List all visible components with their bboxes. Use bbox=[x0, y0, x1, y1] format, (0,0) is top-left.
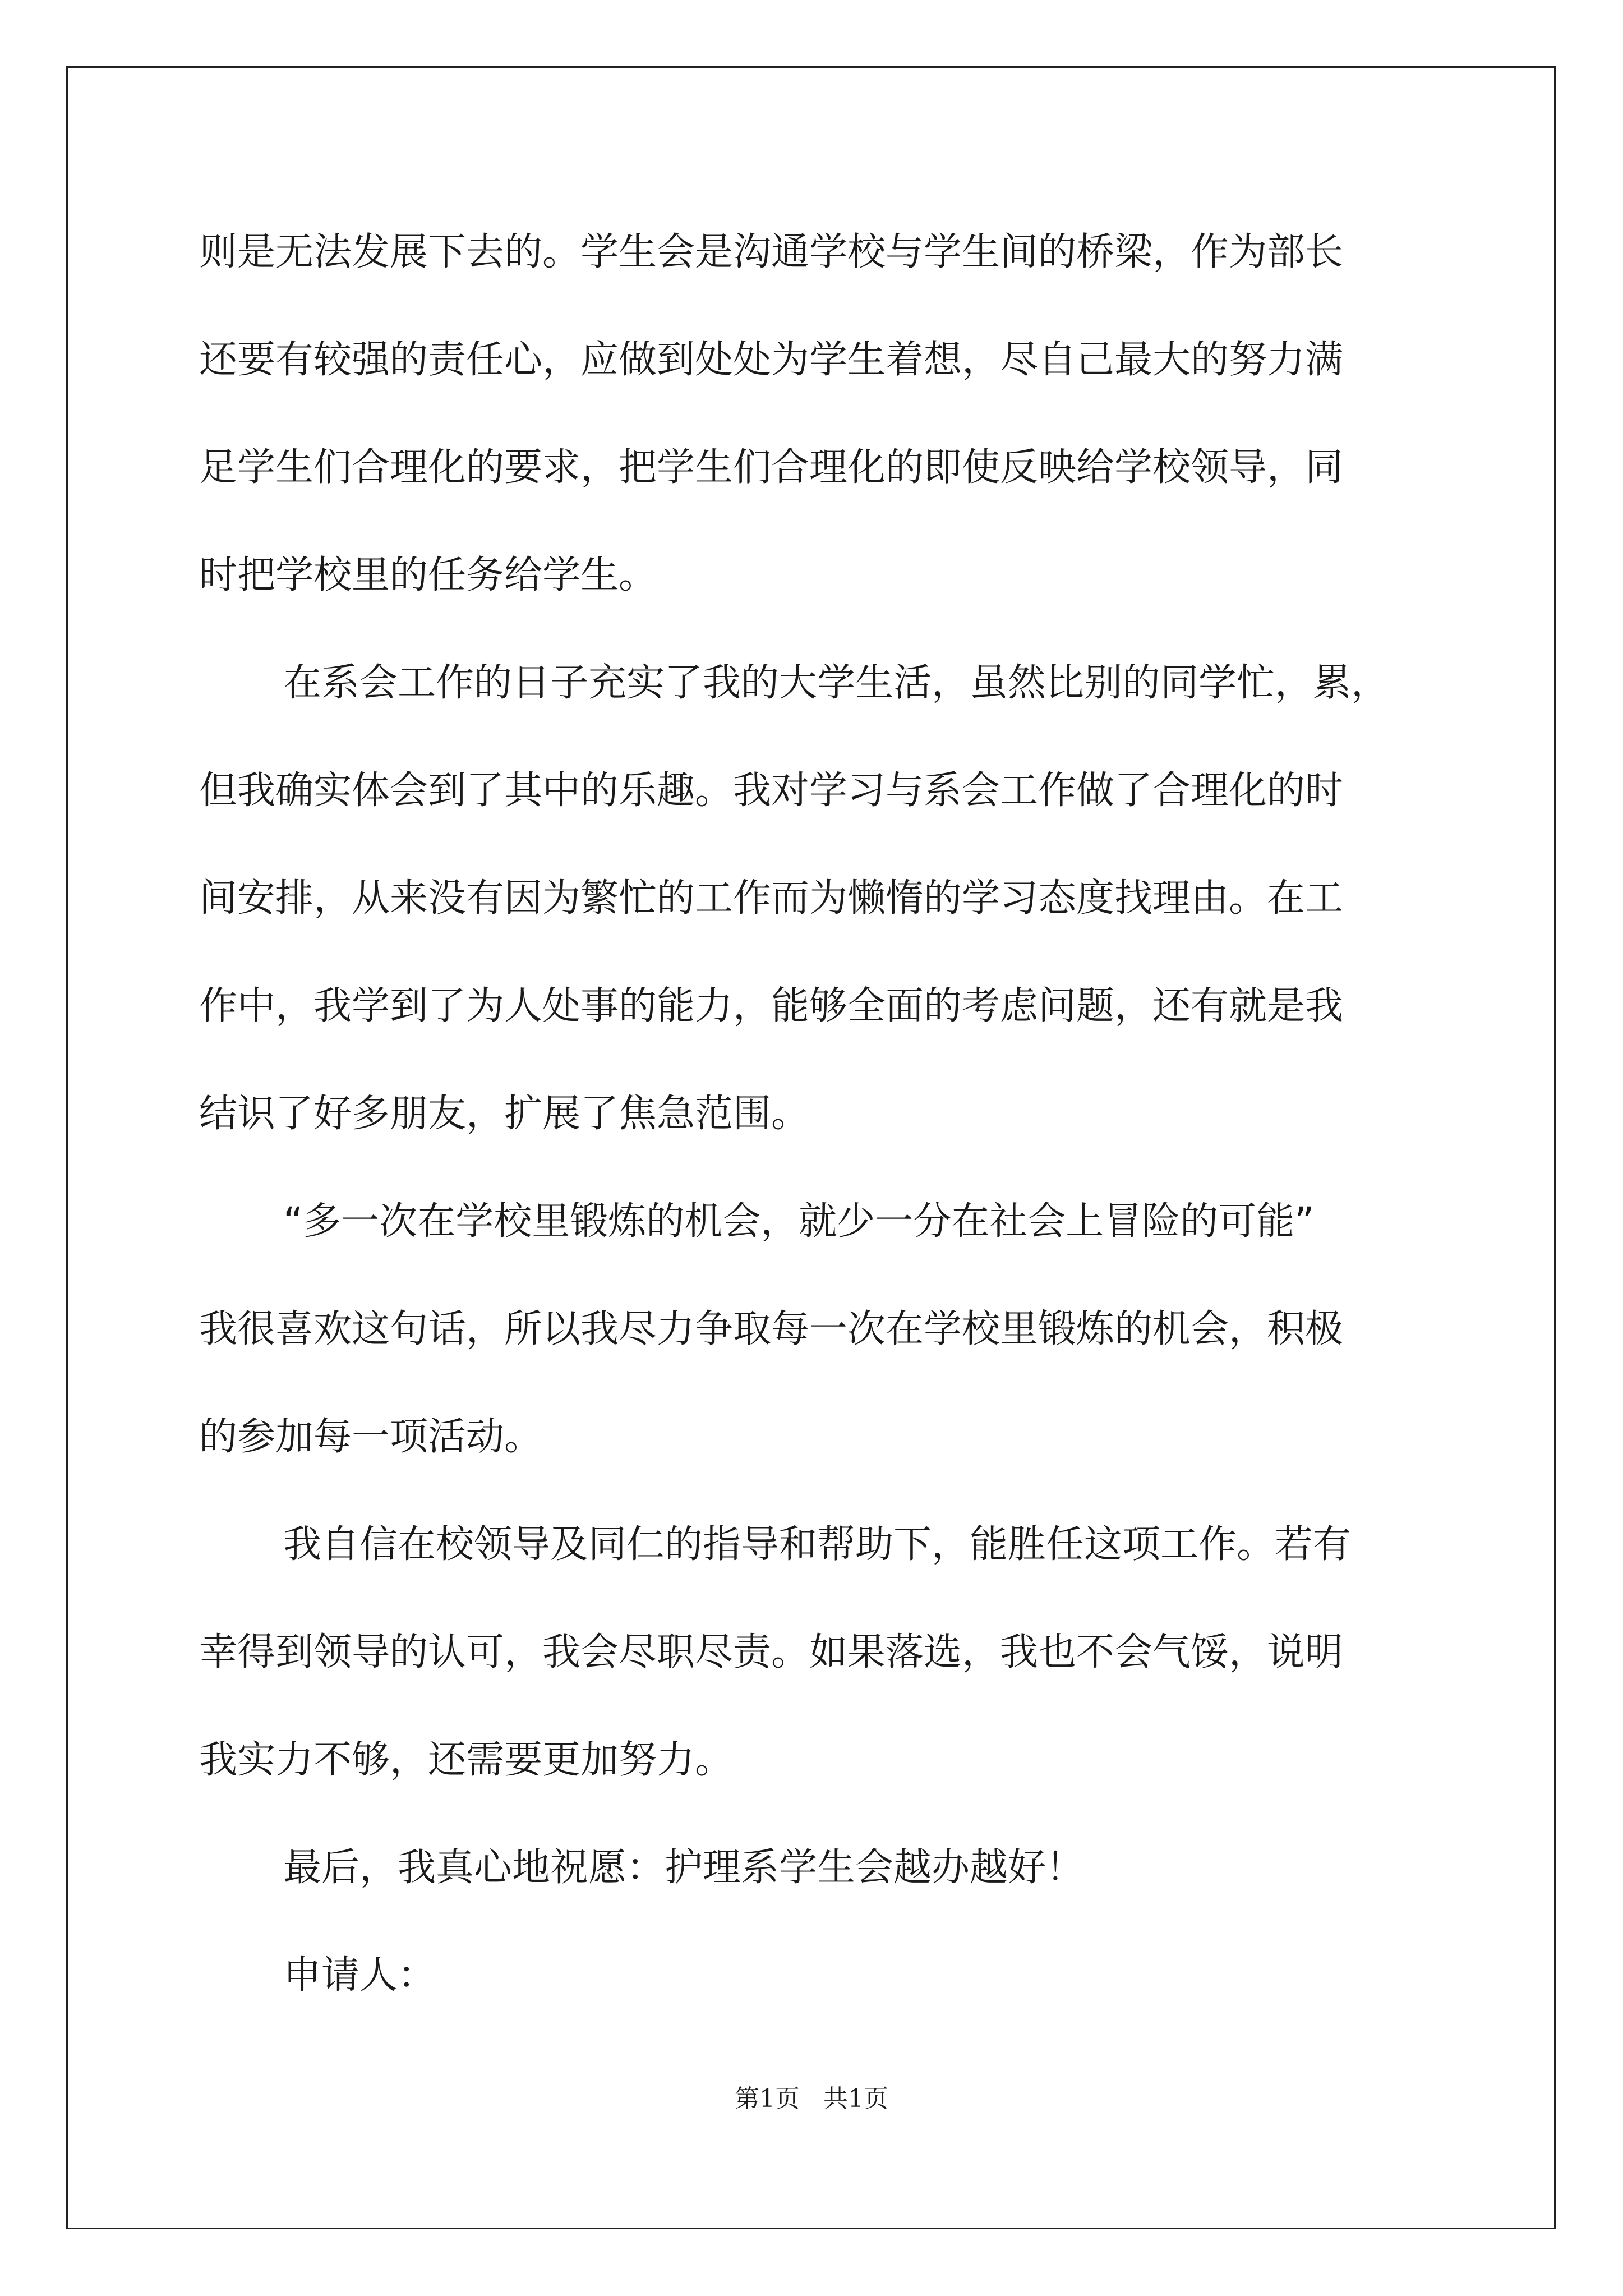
page-footer bbox=[0, 2082, 1623, 2116]
text-line: 还要有较强的责任心，应做到处处为学生着想，尽自己最大的努力满 bbox=[199, 338, 1344, 382]
text-line: 我很喜欢这句话，所以我尽力争取每一次在学校里锻炼的机会，积极 bbox=[199, 1307, 1344, 1351]
page-total: 共1页 bbox=[823, 2085, 888, 2113]
text-line: 间安排，从来没有因为繁忙的工作而为懒惰的学习态度找理由。在工 bbox=[199, 876, 1344, 921]
applicant-line: 申请人： bbox=[283, 1953, 436, 1998]
text-line: 时把学校里的任务给学生。 bbox=[199, 553, 657, 597]
paragraph-start-line: 我自信在校领导及同仁的指导和帮助下，能胜任这项工作。若有 bbox=[283, 1522, 1352, 1567]
page-border bbox=[66, 66, 1556, 2229]
text-line: 结识了好多朋友，扩展了焦急范围。 bbox=[199, 1092, 810, 1136]
text-line: 作中，我学到了为人处事的能力，能够全面的考虑问题，还有就是我 bbox=[199, 984, 1344, 1028]
paragraph-start-line: “多一次在学校里锻炼的机会，就少一分在社会上冒险的可能” bbox=[283, 1199, 1315, 1244]
paragraph-start-line: 在系会工作的日子充实了我的大学生活，虽然比别的同学忙，累， bbox=[283, 661, 1390, 705]
page-number: 第1页 bbox=[735, 2085, 800, 2113]
text-line: 我实力不够，还需要更加努力。 bbox=[199, 1738, 734, 1782]
text-line: 足学生们合理化的要求，把学生们合理化的即使反映给学校领导，同 bbox=[199, 445, 1344, 490]
text-line: 的参加每一项活动。 bbox=[199, 1415, 543, 1459]
text-line: 幸得到领导的认可，我会尽职尽责。如果落选，我也不会气馁，说明 bbox=[199, 1630, 1344, 1674]
text-line: 但我确实体会到了其中的乐趣。我对学习与系会工作做了合理化的时 bbox=[199, 769, 1344, 813]
closing-wish-line: 最后，我真心地祝愿：护理系学生会越办越好！ bbox=[283, 1846, 1085, 1890]
text-line: 则是无法发展下去的。学生会是沟通学校与学生间的桥梁，作为部长 bbox=[199, 230, 1344, 274]
